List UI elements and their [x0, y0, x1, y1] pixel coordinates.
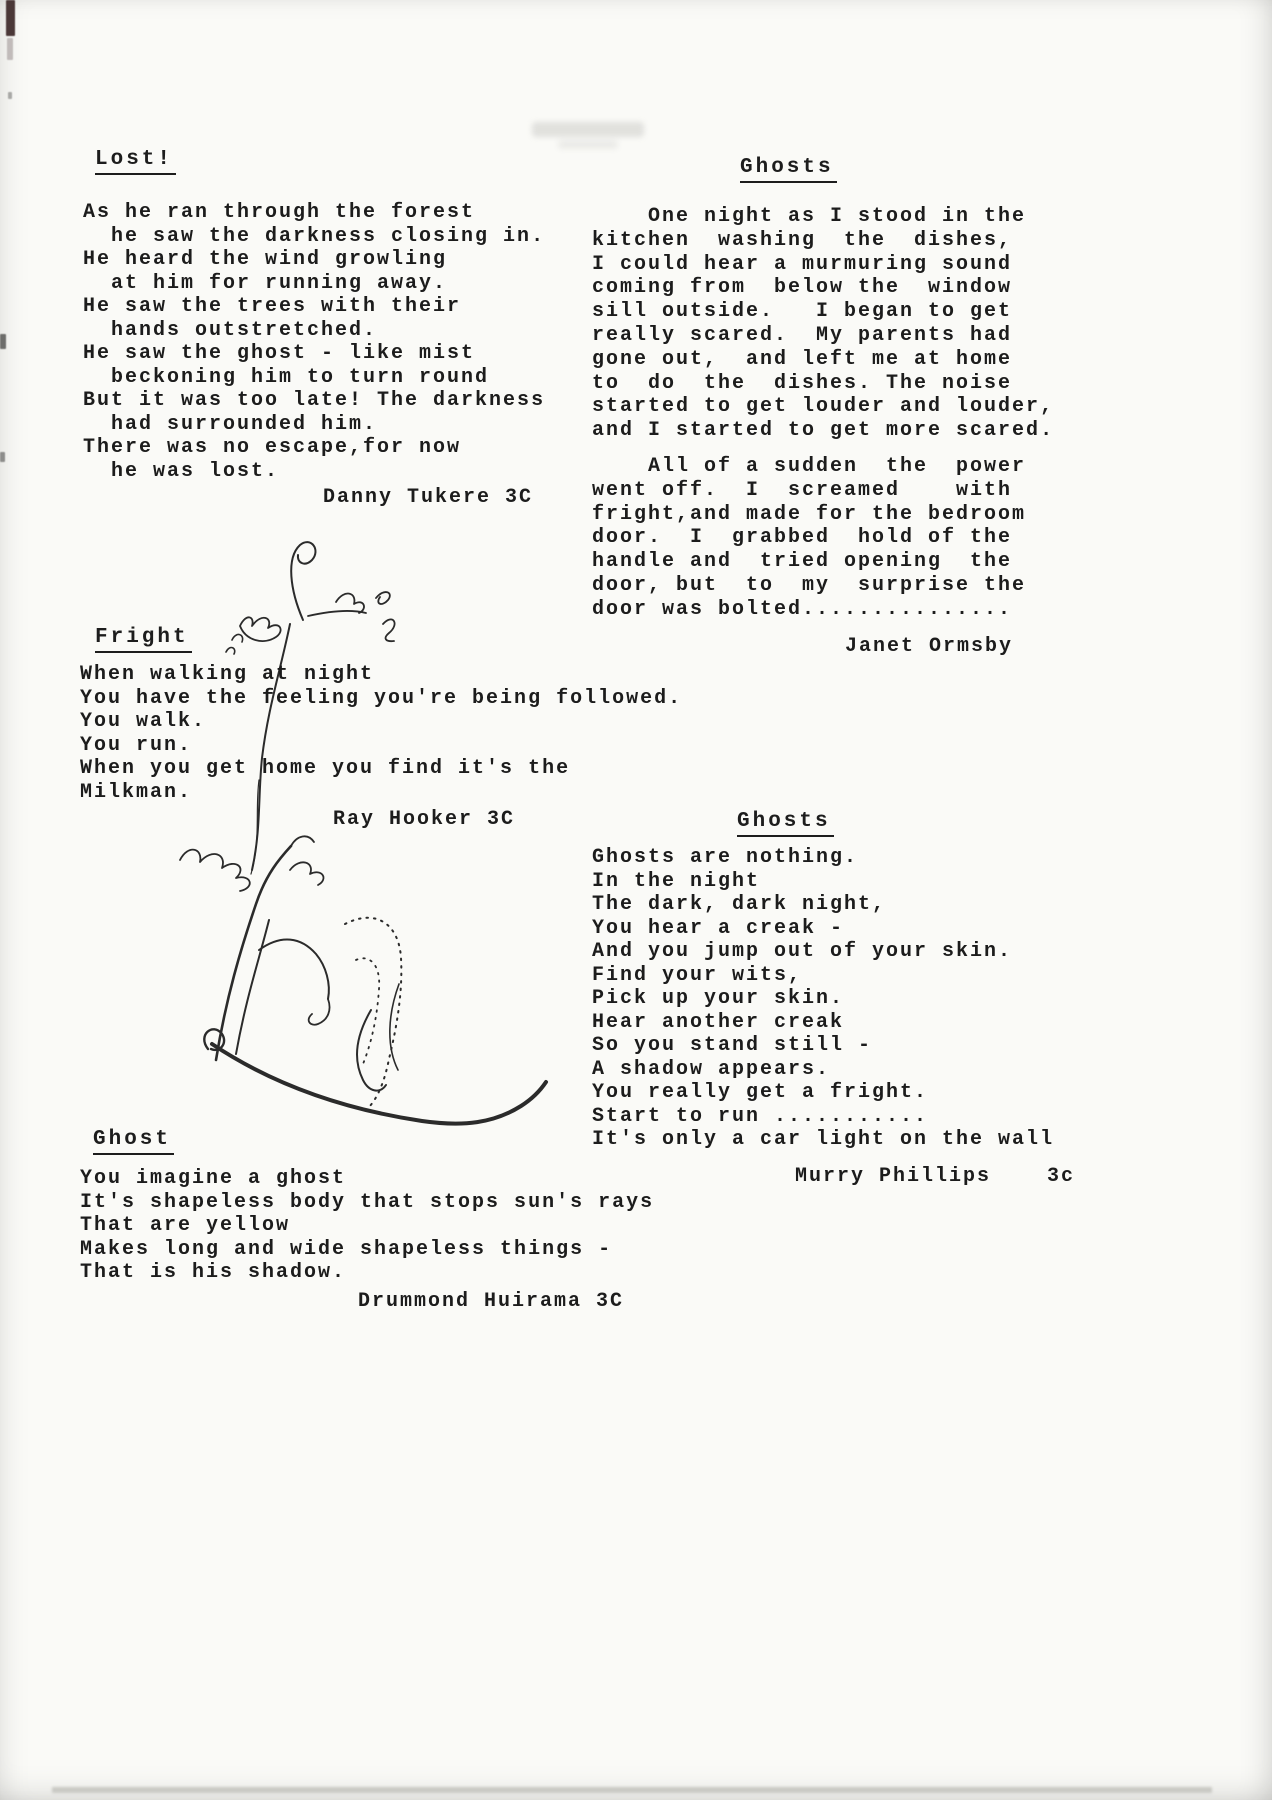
- text-line: Makes long and wide shapeless things -: [80, 1237, 613, 1261]
- text-line: he saw the darkness closing in.: [83, 224, 546, 248]
- text-line: And you jump out of your skin.: [592, 940, 1013, 963]
- text-line: at him for running away.: [83, 271, 448, 295]
- text-line: fright,and made for the bedroom: [592, 502, 1027, 526]
- text-line: That is his shadow.: [80, 1261, 347, 1284]
- text-line: Start to run ...........: [592, 1104, 929, 1128]
- text-line: He heard the wind growling: [83, 248, 448, 271]
- text-line: Find your wits,: [592, 963, 803, 987]
- text-line: All of a sudden the power: [592, 455, 1027, 478]
- scan-edge-mark: [8, 92, 12, 99]
- text-line: A shadow appears.: [592, 1057, 831, 1081]
- scan-bottom-strip: [52, 1787, 1212, 1793]
- poem-ghost: [93, 1128, 174, 1155]
- poem-ghost-body: [80, 1167, 654, 1285]
- poem-fright-author: Ray Hooker 3C: [333, 808, 516, 831]
- story-ghosts: [740, 156, 837, 183]
- text-line: handle and tried opening the: [592, 550, 1013, 574]
- text-line: gone out, and left me at home: [592, 347, 1013, 371]
- text-line: You have the feeling you're being followed.: [80, 686, 683, 710]
- poem-lost-author: Danny Tukere 3C: [323, 486, 534, 509]
- text-line: door. I grabbed hold of the: [592, 526, 1013, 550]
- text-line: You walk.: [80, 710, 207, 733]
- text-line: As he ran through the forest: [83, 201, 476, 224]
- text-line: That are yellow: [80, 1214, 291, 1237]
- text-line: door, but to my surprise the: [592, 573, 1027, 597]
- poem-ghost-title: Ghost: [93, 1128, 174, 1155]
- text-line: and I started to get more scared.: [592, 419, 1055, 443]
- scan-edge-mark: [0, 334, 6, 349]
- story-ghosts-paragraph-2: [592, 455, 1026, 622]
- text-line: sill outside. I began to get: [592, 300, 1013, 324]
- text-line: So you stand still -: [592, 1034, 873, 1057]
- text-line: It's shapeless body that stops sun's rays: [80, 1190, 655, 1214]
- text-line: You imagine a ghost: [80, 1167, 347, 1190]
- poem-lost-body: [83, 201, 545, 483]
- text-line: Hear another creak: [592, 1010, 845, 1034]
- poem-fright: [95, 626, 192, 653]
- scan-edge-mark: [7, 38, 13, 60]
- poem-ghost-author: Drummond Huirama 3C: [358, 1290, 625, 1313]
- text-line: really scared. My parents had: [592, 323, 1013, 347]
- text-line: Milkman.: [80, 780, 193, 804]
- poem-ghosts-title: Ghosts: [737, 810, 834, 837]
- text-line: But it was too late! The darkness: [83, 389, 546, 412]
- text-line: started to get louder and louder,: [592, 395, 1055, 419]
- ghost-plant-doodle-illustration: [140, 528, 570, 1143]
- text-line: hands outstretched.: [83, 318, 378, 342]
- text-line: There was no escape,for now: [83, 436, 462, 459]
- text-line: I could hear a murmuring sound: [592, 252, 1013, 276]
- scan-smudge: [532, 122, 644, 137]
- story-ghosts-author: Janet Ormsby: [845, 635, 1014, 658]
- text-line: You really get a fright.: [592, 1081, 929, 1104]
- text-line: When you get home you find it's the: [80, 757, 571, 780]
- text-line: It's only a car light on the wall: [592, 1128, 1055, 1151]
- text-line: He saw the trees with their: [83, 295, 462, 318]
- text-line: to do the dishes. The noise: [592, 371, 1013, 395]
- text-line: In the night: [592, 869, 761, 893]
- text-line: One night as I stood in the: [592, 205, 1027, 228]
- text-line: coming from below the window: [592, 276, 1013, 300]
- scan-edge-mark: [6, 0, 15, 36]
- text-line: he was lost.: [83, 459, 280, 483]
- text-line: The dark, dark night,: [592, 893, 887, 916]
- text-line: You run.: [80, 733, 193, 757]
- poem-ghosts: [737, 810, 834, 837]
- text-line: beckoning him to turn round: [83, 365, 490, 389]
- poem-lost-title: Lost!: [95, 148, 176, 175]
- text-line: door was bolted...............: [592, 597, 1013, 621]
- poem-fright-body: [80, 663, 682, 804]
- text-line: had surrounded him.: [83, 412, 378, 436]
- poem-fright-title: Fright: [95, 626, 192, 653]
- poem-lost: [95, 148, 176, 175]
- scan-edge-mark: [0, 452, 5, 462]
- text-line: kitchen washing the dishes,: [592, 228, 1013, 252]
- text-line: Pick up your skin.: [592, 987, 845, 1010]
- story-ghosts-title: Ghosts: [740, 156, 837, 183]
- text-line: Ghosts are nothing.: [592, 846, 859, 869]
- poem-ghosts-author: Murry Phillips 3c: [795, 1165, 1076, 1188]
- poem-ghosts-body: [592, 846, 1054, 1152]
- scan-smudge: [558, 140, 618, 149]
- text-line: He saw the ghost - like mist: [83, 342, 476, 365]
- text-line: went off. I screamed with: [592, 478, 1013, 502]
- text-line: When walking at night: [80, 663, 375, 686]
- text-line: You hear a creak -: [592, 916, 845, 940]
- story-ghosts-paragraph-1: [592, 205, 1054, 443]
